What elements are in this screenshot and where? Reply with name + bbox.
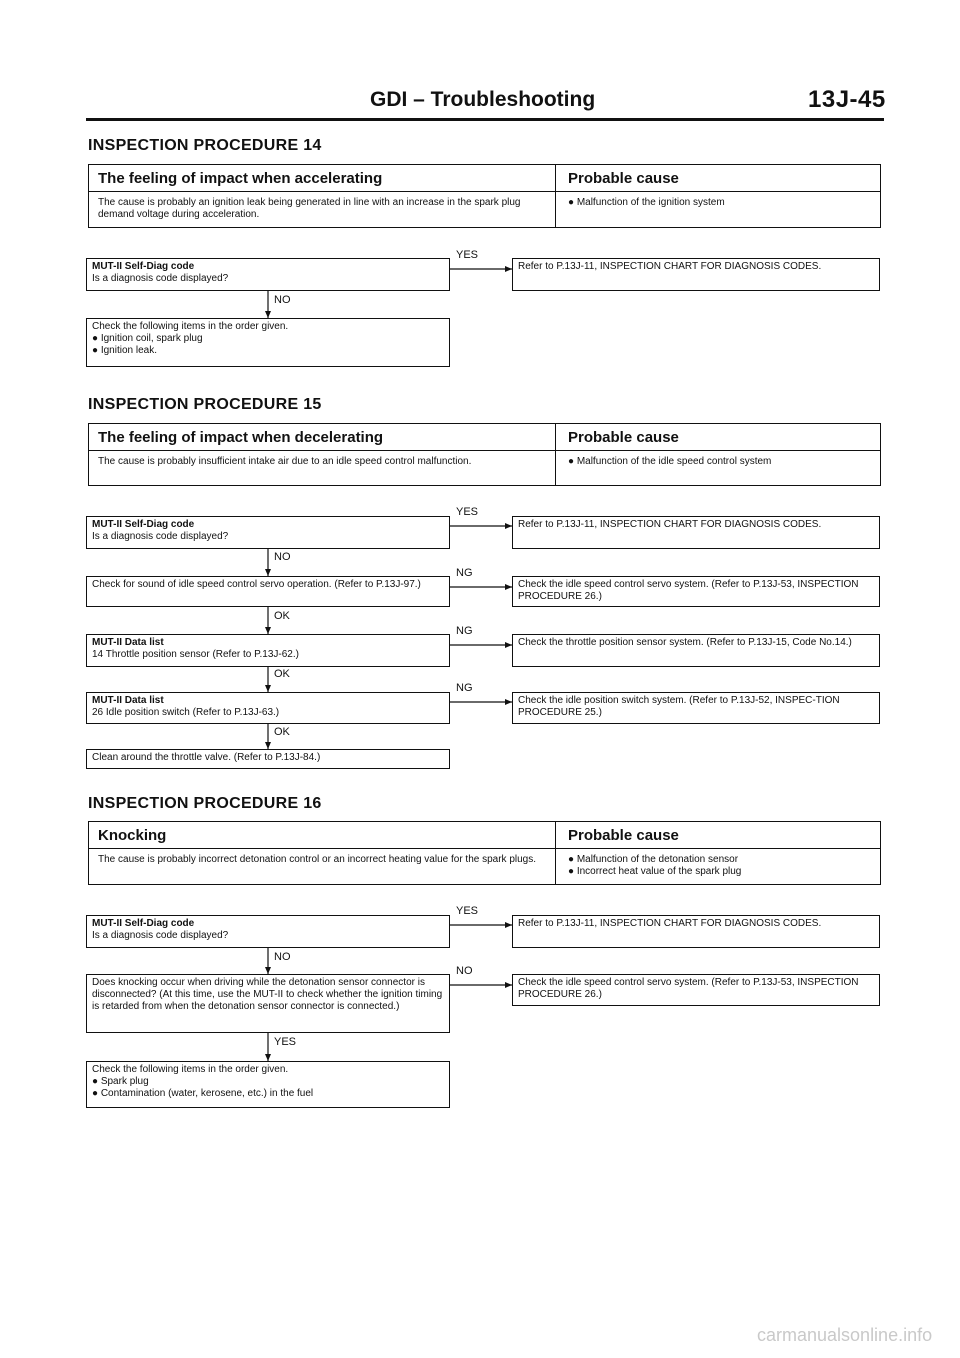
- watermark: carmanualsonline.info: [757, 1325, 933, 1345]
- step-bullet: ● Contamination (water, kerosene, etc.) in the fuel: [92, 1088, 314, 1099]
- cause-table-proc14: [88, 164, 881, 228]
- cause-table-proc16: [88, 821, 881, 885]
- step-bullet: ● Ignition leak.: [92, 345, 157, 356]
- result-box-p16-2: Check the idle speed control servo system. (Refer to P.13J-53, INSPECTION PROCEDURE 26.): [512, 974, 880, 1006]
- step-bullet: ● Ignition coil, spark plug: [92, 333, 203, 344]
- step-bullet: ● Spark plug: [92, 1076, 149, 1087]
- step-box-p15-5: Clean around the throttle valve. (Refer to P.13J-84.): [86, 749, 450, 769]
- result-box-p16-1: Refer to P.13J-11, INSPECTION CHART FOR DIAGNOSIS CODES.: [512, 915, 880, 948]
- step-text: Check the following items in the order given.: [92, 321, 289, 332]
- cause-item: ● Incorrect heat value of the spark plug: [568, 866, 742, 877]
- step-text: 26 Idle position switch (Refer to P.13J-63.): [92, 707, 280, 718]
- step-title: MUT-II Data list: [92, 695, 164, 706]
- page-title: GDI – Troubleshooting: [370, 88, 596, 111]
- symptom-description: The cause is probably insufficient intake air due to an idle speed control malfunction.: [98, 456, 472, 467]
- ng-label: NG: [456, 625, 473, 637]
- ng-label: NG: [456, 682, 473, 694]
- no-label: NO: [274, 294, 291, 306]
- section-title-proc14: INSPECTION PROCEDURE 14: [88, 137, 322, 154]
- step-text: Check the following items in the order given.: [92, 1064, 289, 1075]
- cause-heading: Probable cause: [568, 429, 679, 446]
- table-divider: [555, 424, 556, 485]
- table-divider: [555, 165, 556, 227]
- cause-item: ● Malfunction of the ignition system: [568, 197, 725, 208]
- step-box-p16-1: [86, 915, 450, 948]
- no-label: NO: [456, 965, 473, 977]
- table-header-row: [89, 822, 880, 849]
- result-box-p15-2: Check the idle speed control servo system. (Refer to P.13J-53, INSPECTION PROCEDURE 26.): [512, 576, 880, 607]
- yes-label: YES: [456, 506, 479, 518]
- step-title: MUT-II Self-Diag code: [92, 519, 195, 530]
- step-text: Is a diagnosis code displayed?: [92, 273, 229, 284]
- no-label: NO: [274, 551, 291, 563]
- step-box-p15-2: Check for sound of idle speed control servo operation. (Refer to P.13J-97.): [86, 576, 450, 607]
- symptom-heading: The feeling of impact when accelerating: [98, 170, 383, 187]
- yes-label: YES: [274, 1036, 297, 1048]
- yes-label: YES: [456, 249, 479, 261]
- step-box-p16-3: [86, 1061, 450, 1108]
- step-box-p15-4: [86, 692, 450, 724]
- cause-table-proc15: [88, 423, 881, 486]
- ng-label: NG: [456, 567, 473, 579]
- table-divider: [555, 822, 556, 884]
- ok-label: OK: [274, 726, 290, 738]
- no-label: NO: [274, 951, 291, 963]
- step-box-p16-2: Does knocking occur when driving while the detonation sensor connector is disconnected? (At this time, use the MUT-II to check whether the ignition timing is retarded from when the detonation sensor connector is connected.): [86, 974, 450, 1033]
- symptom-heading: Knocking: [98, 827, 167, 844]
- page-number: 13J-45: [808, 86, 886, 113]
- symptom-heading: The feeling of impact when decelerating: [98, 429, 384, 446]
- step-text: 14 Throttle position sensor (Refer to P.13J-62.): [92, 649, 299, 660]
- yes-label: YES: [456, 905, 479, 917]
- result-box-p15-1: Refer to P.13J-11, INSPECTION CHART FOR DIAGNOSIS CODES.: [512, 516, 880, 549]
- step-title: MUT-II Self-Diag code: [92, 261, 195, 272]
- result-box-p15-4: Check the idle position switch system. (Refer to P.13J-52, INSPEC-TION PROCEDURE 25.): [512, 692, 880, 724]
- cause-item: ● Malfunction of the idle speed control system: [568, 456, 772, 467]
- step-box-p14-2: [86, 318, 450, 367]
- step-box-p15-3: [86, 634, 450, 667]
- section-title-proc16: INSPECTION PROCEDURE 16: [88, 795, 322, 812]
- cause-heading: Probable cause: [568, 827, 679, 844]
- step-title: MUT-II Data list: [92, 637, 164, 648]
- section-title-proc15: INSPECTION PROCEDURE 15: [88, 396, 322, 413]
- step-title: MUT-II Self-Diag code: [92, 918, 195, 929]
- result-box-p15-3: Check the throttle position sensor system. (Refer to P.13J-15, Code No.14.): [512, 634, 880, 667]
- step-text: Is a diagnosis code displayed?: [92, 531, 229, 542]
- symptom-description: The cause is probably incorrect detonation control or an incorrect heating value for the spark plugs.: [98, 854, 537, 865]
- step-box-p14-1: [86, 258, 450, 291]
- step-text: Is a diagnosis code displayed?: [92, 930, 229, 941]
- cause-item: ● Malfunction of the detonation sensor: [568, 854, 739, 865]
- result-box-p14-1: Refer to P.13J-11, INSPECTION CHART FOR DIAGNOSIS CODES.: [512, 258, 880, 291]
- step-box-p15-1: [86, 516, 450, 549]
- ok-label: OK: [274, 668, 290, 680]
- ok-label: OK: [274, 610, 290, 622]
- cause-heading: Probable cause: [568, 170, 679, 187]
- symptom-description: The cause is probably an ignition leak being generated in line with an increase in the spark plug demand voltage during acceleration.: [98, 197, 521, 220]
